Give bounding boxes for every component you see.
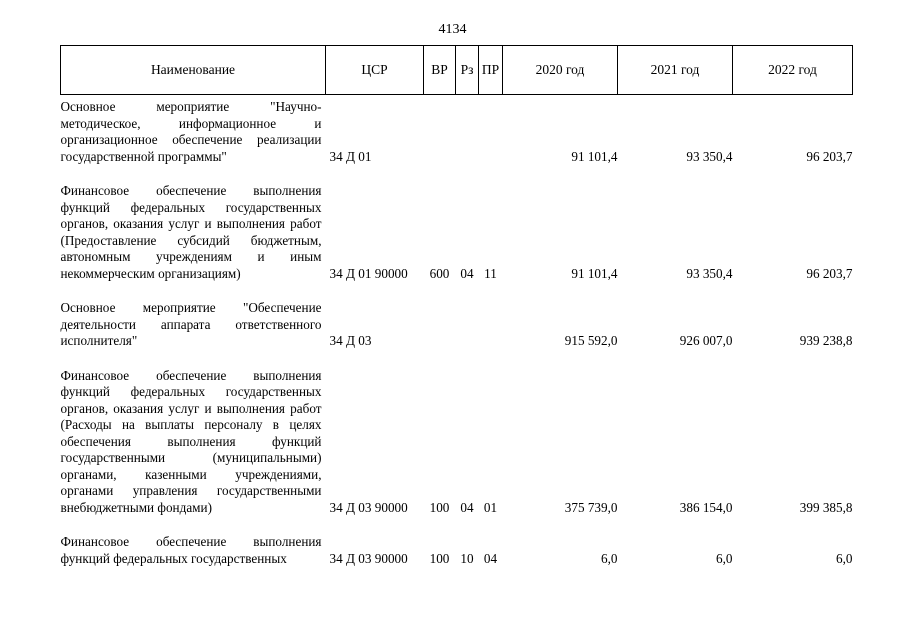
row-2021: 926 007,0 [679,333,733,348]
row-2020: 91 101,4 [571,148,618,164]
row-2020: 375 739,0 [564,499,618,515]
table-header [61,46,853,95]
header-name: Наименование [61,46,326,95]
page-number: 4134 [438,22,467,37]
row-csr: 34 Д 03 [329,333,372,348]
row-name: Финансовое обеспечение выполнения функций федеральных государственных [60,534,322,566]
row-2021: 93 350,4 [686,148,733,164]
row-pr: 04 [483,550,498,566]
header-2021: 2021 год [618,46,733,95]
table-row [61,290,853,358]
table-row [61,173,853,290]
row-2020: 6,0 [601,550,618,566]
header-2022: 2022 год [733,46,853,95]
row-vr: 600 [429,265,450,281]
row-vr: 100 [429,499,450,515]
row-2021: 6,0 [716,550,733,566]
table-body [61,95,853,576]
row-pr [479,95,503,174]
row-pr: 01 [483,499,498,515]
row-vr [424,290,456,358]
row-csr: 34 Д 03 90000 [329,550,408,566]
row-rz: 04 [460,265,474,281]
row-rz: 10 [460,550,474,566]
row-name: Основное мероприятие "Научно-методическое, информационное и организационное обеспечение реализации государственной программы" [60,99,322,164]
row-name: Финансовое обеспечение выполнения функций федеральных государственных органов, оказания услуг и выполнения работ (Расходы на выплаты персоналу в целях обеспечения выполнения функций государственными (муниципальными) органами, казенными учреждениями, органами управления государственными внебюджетными фондами) [60,367,322,515]
row-2022: 939 238,8 [799,333,853,348]
row-2022: 399 385,8 [799,499,853,515]
row-2020: 91 101,4 [571,265,618,281]
table-row [61,95,853,174]
row-vr [424,95,456,174]
header-2020: 2020 год [503,46,618,95]
header-rz: Рз [456,46,479,95]
row-vr: 100 [429,550,450,566]
row-csr: 34 Д 01 90000 [329,265,408,281]
budget-table [60,45,853,575]
row-2022: 96 203,7 [806,148,853,164]
row-rz [456,290,479,358]
row-2022: 6,0 [836,550,853,566]
row-csr: 34 Д 01 [329,148,372,164]
row-2020: 915 592,0 [564,333,618,348]
header-csr: ЦСР [326,46,424,95]
row-rz: 04 [460,499,474,515]
row-name: Финансовое обеспечение выполнения функций федеральных государственных органов, оказания услуг и выполнения работ (Предоставление субсидий бюджетным, автономным учреждениям и иным некоммерческим организациям) [60,183,322,281]
table-row [61,524,853,575]
row-2021: 386 154,0 [679,499,733,515]
row-pr: 11 [484,265,497,281]
row-csr: 34 Д 03 90000 [329,499,408,515]
row-rz [456,95,479,174]
row-name: Основное мероприятие "Обеспечение деятельности аппарата ответственного исполнителя" [60,300,322,348]
row-2022: 96 203,7 [806,265,853,281]
table-row [61,358,853,525]
header-pr: ПР [479,46,503,95]
row-2021: 93 350,4 [686,265,733,281]
header-vr: ВР [424,46,456,95]
row-pr [479,290,503,358]
